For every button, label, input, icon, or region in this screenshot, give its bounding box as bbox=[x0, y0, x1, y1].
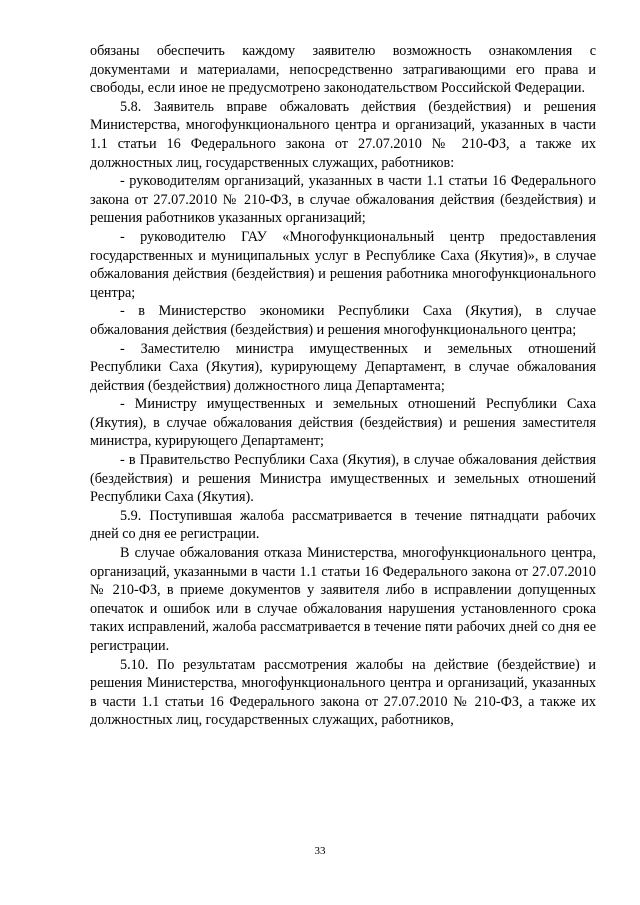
page-number: 33 bbox=[314, 845, 326, 857]
list-item-deputy-minister: - Заместителю министра имущественных и земельных отношений Республики Саха (Якутия), курирующему Департамент, в случае обжалования действия (бездействия) должностного лица Департамента; bbox=[90, 340, 596, 394]
paragraph-5-9: 5.9. Поступившая жалоба рассматривается в течение пятнадцати рабочих дней со дня ее регистрации. bbox=[90, 507, 596, 543]
list-item-org-heads: - руководителям организаций, указанных в части 1.1 статьи 16 Федерального закона от 27.07.2010 № 210-ФЗ, в случае обжалования действия (бездействия) и решения работников указанных организаций; bbox=[90, 173, 596, 227]
list-item-government: - в Правительство Республики Саха (Якутия), в случае обжалования действия (бездействия) и решения Министра имущественных и земельных отношений Республики Саха (Якутия). bbox=[90, 452, 596, 506]
paragraph-5-10: 5.10. По результатам рассмотрения жалобы на действие (бездействие) и решения Министерства, многофункционального центра и организаций, указанных в части 1.1 статьи 16 Федерального закона от 27.07.2010 № 210-ФЗ, а также их должностных лиц, государственных служащих, работников, bbox=[90, 656, 596, 729]
paragraph-5-8: 5.8. Заявитель вправе обжаловать действия (бездействия) и решения Министерства, многофункционального центра и организаций, указанных в части 1.1 статьи 16 Федерального закона от 27.07.2010 № 210-ФЗ, а также их должностных лиц, государственных служащих, работников: bbox=[90, 98, 596, 171]
list-item-mfc-head: - руководителю ГАУ «Многофункциональный центр предоставления государственных и муниципальных услуг в Республике Саха (Якутия)», в случае обжалования действия (бездействия) и решения работника многофункционального центра; bbox=[90, 228, 596, 301]
paragraph-refusal-appeal: В случае обжалования отказа Министерства, многофункционального центра, организаций, указанными в части 1.1 статьи 16 Федерального закона от 27.07.2010 № 210-ФЗ, в приеме документов у заявителя либо в исправлении допущенных опечаток и ошибок или в случае обжалования нарушения установленного срока таких исправлений, жалоба рассматривается в течение пяти рабочих дней со дня ее регистрации. bbox=[90, 545, 596, 654]
document-body bbox=[90, 42, 596, 730]
paragraph-continuation: обязаны обеспечить каждому заявителю возможность ознакомления с документами и материалами, непосредственно затрагивающими его права и свободы, если иное не предусмотрено законодательством Российской Федерации. bbox=[90, 43, 596, 97]
list-item-ministry-economy: - в Министерство экономики Республики Саха (Якутия), в случае обжалования действия (бездействия) и решения многофункционального центра; bbox=[90, 303, 596, 338]
list-item-minister: - Министру имущественных и земельных отношений Республики Саха (Якутия), в случае обжалования действия (бездействия) и решения заместителя министра, курирующего Департамент; bbox=[90, 396, 596, 450]
